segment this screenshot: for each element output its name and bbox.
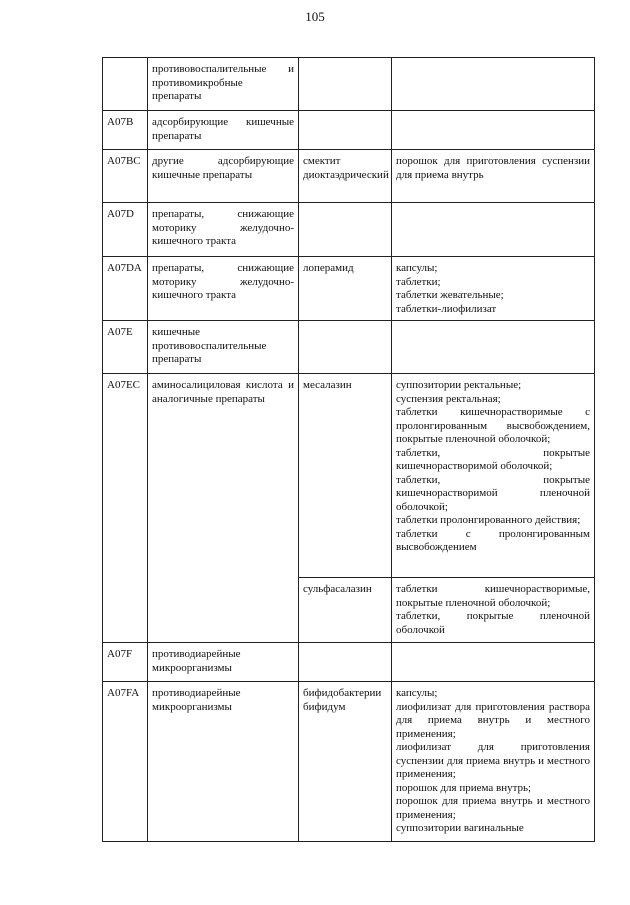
drug-name-cell: месалазин <box>299 374 392 578</box>
atc-code-cell: A07EC <box>103 374 148 643</box>
table-row <box>103 643 595 682</box>
group-name-cell: противовоспалительные и противомикробные препараты <box>148 58 299 111</box>
dosage-form-item: суппозитории ректальные; <box>396 379 522 391</box>
drug-name-cell <box>299 58 392 111</box>
dosage-forms-cell <box>392 58 595 111</box>
table-row <box>103 321 595 374</box>
page-number: 105 <box>305 9 325 24</box>
dosage-form-item: таблетки, покрытые кишечнорастворимой оболочкой; <box>396 446 590 472</box>
dosage-forms-cell <box>392 203 595 257</box>
drug-name-cell <box>299 111 392 150</box>
dosage-form-item: лиофилизат для приготовления суспензии для приема внутрь и местного применения; <box>396 741 590 780</box>
atc-code-cell: A07BC <box>103 150 148 203</box>
dosage-forms-cell <box>392 578 595 643</box>
dosage-forms-cell <box>392 682 595 842</box>
drug-name-cell <box>299 321 392 374</box>
dosage-form-item: таблетки, покрытые пленочной оболочкой <box>396 610 590 636</box>
dosage-forms-cell <box>392 374 595 578</box>
group-name-cell: аминосалициловая кислота и аналогичные препараты <box>148 374 299 643</box>
table-row <box>103 682 595 842</box>
dosage-form-item: капсулы; <box>396 687 438 699</box>
dosage-forms-cell <box>392 257 595 321</box>
group-name-cell: кишечные противовоспалительные препараты <box>148 321 299 374</box>
dosage-forms-cell <box>392 111 595 150</box>
dosage-form-item: суппозитории вагинальные <box>396 822 524 834</box>
drug-name-cell: смектит диоктаэдрический <box>299 150 392 203</box>
dosage-form-item: порошок для приема внутрь; <box>396 781 532 794</box>
drug-name-cell: лоперамид <box>299 257 392 321</box>
group-name-cell: адсорбирующие кишечные препараты <box>148 111 299 150</box>
dosage-form-item: таблетки, покрытые кишечнорастворимой пленочной оболочкой; <box>396 473 590 513</box>
dosage-form-item: таблетки жевательные; <box>396 289 504 301</box>
dosage-form-item: таблетки пролонгированного действия; <box>396 514 581 526</box>
drug-name-cell: бифидобактерии бифидум <box>299 682 392 842</box>
group-name-cell: препараты, снижающие моторику желудочно-кишечного тракта <box>148 257 299 321</box>
table-row <box>103 257 595 321</box>
atc-code-cell: A07DA <box>103 257 148 321</box>
drug-classification-table <box>102 57 595 842</box>
table-row <box>103 111 595 150</box>
table-row <box>103 203 595 257</box>
dosage-form-item: таблетки; <box>396 275 441 288</box>
dosage-form-item: таблетки кишечнорастворимые, покрытые пленочной оболочкой; <box>396 583 590 609</box>
dosage-form-item: таблетки кишечнорастворимые с пролонгированным высвобождением, покрытые пленочной оболочкой; <box>396 406 590 445</box>
atc-code-cell: A07F <box>103 643 148 682</box>
table-row <box>103 374 595 578</box>
atc-code-cell <box>103 58 148 111</box>
dosage-forms-cell <box>392 643 595 682</box>
atc-code-cell: A07FA <box>103 682 148 842</box>
dosage-form-item: таблетки с пролонгированным высвобождением <box>396 527 590 553</box>
group-name-cell: другие адсорбирующие кишечные препараты <box>148 150 299 203</box>
dosage-form-item: порошок для приготовления суспензии для приема внутрь <box>396 155 590 181</box>
drug-name-cell <box>299 203 392 257</box>
dosage-form-item: порошок для приема внутрь и местного применения; <box>396 795 590 821</box>
dosage-form-item: суспензия ректальная; <box>396 392 501 405</box>
group-name-cell: противодиарейные микроорганизмы <box>148 643 299 682</box>
dosage-forms-cell <box>392 150 595 203</box>
atc-code-cell: A07E <box>103 321 148 374</box>
drug-name-cell <box>299 643 392 682</box>
group-name-cell: противодиарейные микроорганизмы <box>148 682 299 842</box>
dosage-form-item: капсулы; <box>396 262 438 274</box>
dosage-form-item: лиофилизат для приготовления раствора для приема внутрь и местного применения; <box>396 700 590 740</box>
table-row <box>103 58 595 111</box>
dosage-forms-cell <box>392 321 595 374</box>
atc-code-cell: A07D <box>103 203 148 257</box>
table-row <box>103 150 595 203</box>
group-name-cell: препараты, снижающие моторику желудочно-кишечного тракта <box>148 203 299 257</box>
dosage-form-item: таблетки-лиофилизат <box>396 302 497 315</box>
atc-code-cell: A07B <box>103 111 148 150</box>
drug-name-cell: сульфасалазин <box>299 578 392 643</box>
